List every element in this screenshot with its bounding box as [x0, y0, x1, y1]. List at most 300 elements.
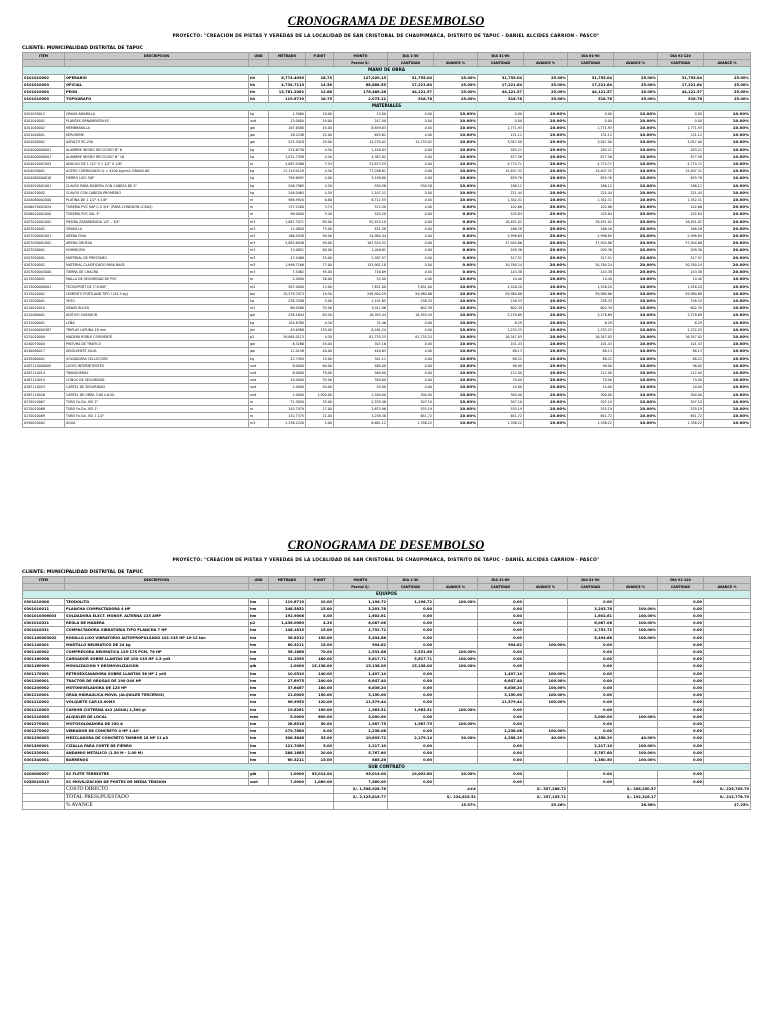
pct-m3: 10.00%	[614, 110, 658, 117]
amount: 1,046.81	[334, 247, 388, 254]
qty-m4: 1,232.25	[658, 326, 704, 333]
qty-m3: 535.19	[568, 405, 614, 412]
qty-m1: 0.00	[388, 161, 434, 168]
pct-m2: 10.00%	[524, 305, 568, 312]
amount: 904.82	[334, 641, 388, 648]
pct-m4: 20.00%	[704, 247, 751, 254]
description: ALAMBRE NEGRO RECOCIDO N° 16	[65, 153, 249, 160]
qty-m2: 0.00	[478, 605, 524, 612]
pct-m1	[434, 692, 478, 699]
unit-price: 60.00	[306, 362, 334, 369]
summary-month-3: S/. 206,250.57	[568, 785, 658, 793]
table-row	[23, 649, 751, 656]
pct-m3: 20.00%	[614, 240, 658, 247]
pct-m2: 20.00%	[524, 218, 568, 225]
table-row	[23, 269, 751, 276]
unit: hm	[249, 649, 269, 656]
table-row	[23, 341, 751, 348]
table-row	[23, 721, 751, 728]
unit-price: 5.00	[306, 742, 334, 749]
unit-price: 75.00	[306, 225, 334, 232]
amount: 716.89	[334, 269, 388, 276]
pct-m2: 10.00%	[524, 341, 568, 348]
qty-m1: 15,138.00	[388, 663, 434, 670]
header-cell: DIA 31-60	[478, 53, 524, 60]
pct-m1	[434, 778, 478, 785]
metrado: 26.2248	[269, 132, 306, 139]
header-row	[23, 584, 751, 591]
qty-m2: 0.00	[478, 620, 524, 627]
amount: 5,767.60	[334, 749, 388, 756]
description: ALAMBRE NEGRO RECOCIDO N° 8	[65, 146, 249, 153]
description: LUCES INTERMITENTES	[65, 362, 249, 369]
pct-m2: 25.00%	[524, 89, 568, 96]
pct-m3: 20.00%	[614, 218, 658, 225]
unit-price: 140.00	[306, 670, 334, 677]
qty-m2: 1,407.14	[478, 670, 524, 677]
unit-price: 50.00	[306, 384, 334, 391]
unit-price: 10.00	[306, 598, 334, 605]
pct-m3: 10.00%	[614, 391, 658, 398]
description: FIERRO LISO 5/8"	[65, 175, 249, 182]
unit: hm	[249, 677, 269, 684]
unit: und	[249, 369, 269, 376]
pct-m4: 20.00%	[704, 225, 751, 232]
item-code: 0201040001	[23, 132, 65, 139]
table-row	[23, 663, 751, 670]
table-row	[23, 656, 751, 663]
unit-price: 1,500.00	[306, 391, 334, 398]
qty-m3: 0.00	[568, 721, 614, 728]
qty-m3: 31,755.04	[568, 74, 614, 81]
amount: 1,107.21	[334, 189, 388, 196]
item-code: 0207050001	[23, 254, 65, 261]
pct-m4: 20.00%	[704, 240, 751, 247]
qty-m2: 1,526.20	[478, 283, 524, 290]
qty-m4: 238.33	[658, 297, 704, 304]
pct-m1: 10.00%	[434, 333, 478, 340]
amount: 11,579.44	[334, 699, 388, 706]
qty-m1: 0.00	[388, 384, 434, 391]
unit-price: 13.00	[306, 283, 334, 290]
header-row	[23, 60, 751, 67]
pct-m1: 10.00%	[434, 110, 478, 117]
qty-m2: 1,342.31	[478, 197, 524, 204]
item-code: 0267110015	[23, 377, 65, 384]
header-cell	[434, 53, 478, 60]
unit-price: 135.00	[306, 326, 334, 333]
unit-price: 15.00	[306, 641, 334, 648]
qty-m4: 70.00	[658, 377, 704, 384]
metrado: 288.1685	[269, 749, 306, 756]
summary-month-2: 25.26%	[478, 801, 568, 809]
item-code: 0301210003	[23, 706, 65, 713]
header-cell: DIA 1-30	[388, 577, 434, 584]
pct-m4: 10.00%	[704, 305, 751, 312]
summary-row	[23, 785, 751, 793]
qty-m1: 0.00	[388, 677, 434, 684]
unit: glb	[249, 771, 269, 778]
description: TEODOLITO	[65, 598, 249, 605]
qty-m2: 0.00	[478, 771, 524, 778]
table-row	[23, 326, 751, 333]
pct-m3	[614, 706, 658, 713]
section-label: SUB CONTRATO	[23, 764, 751, 771]
pct-m1: 100.00%	[434, 706, 478, 713]
pct-m1: 100.00%	[434, 656, 478, 663]
pct-m2: 10.00%	[524, 290, 568, 297]
table-row	[23, 706, 751, 713]
description: MATERIAL CLASIFICADO PARA BASE	[65, 261, 249, 268]
description: HORMIGON	[65, 247, 249, 254]
qty-m2: 2,238.08	[478, 728, 524, 735]
description: TUBO Fo.Ga. ISO 2"	[65, 398, 249, 405]
header-cell: MONTO	[334, 577, 388, 584]
item-code: 0201040002	[23, 125, 65, 132]
qty-m4: 0.00	[658, 663, 704, 670]
table-row	[23, 398, 751, 405]
metrado: 13.0851	[269, 247, 306, 254]
qty-m1: 0.00	[388, 168, 434, 175]
metrado: 19.6261	[269, 706, 306, 713]
pct-m4	[704, 634, 751, 641]
pct-m4: 10.00%	[704, 125, 751, 132]
unit-price: 100.00	[306, 706, 334, 713]
qty-m4: 37,504.86	[658, 240, 704, 247]
schedule-table-1	[22, 52, 751, 428]
qty-m4: 0.00	[658, 620, 704, 627]
summary-month-4: S/. 212,776.79	[658, 793, 751, 801]
qty-m1: 0.00	[388, 254, 434, 261]
unit-price: 5.40	[306, 211, 334, 218]
qty-m1: 0.00	[388, 778, 434, 785]
pct-m4: 10.00%	[704, 290, 751, 297]
table-row	[23, 290, 751, 297]
qty-m2: 0.00	[478, 598, 524, 605]
qty-m1: 0.00	[388, 605, 434, 612]
metrado: 132.7375	[269, 413, 306, 420]
qty-m4: 0.00	[658, 677, 704, 684]
metrado: 1.5060	[269, 110, 306, 117]
unit-price: 15.00	[306, 605, 334, 612]
qty-m2: 3,150.00	[478, 692, 524, 699]
unit: hm	[249, 598, 269, 605]
pct-m2: 10.00%	[524, 333, 568, 340]
table-row	[23, 125, 751, 132]
pct-m2: 10.00%	[524, 139, 568, 146]
description: CAMION CISTERNA 4x2 (AGUA) 1,500 gl	[65, 706, 249, 713]
description: SOLDADORA ELECT. MONOF. ALTERNA 225 AMP	[65, 613, 249, 620]
qty-m2: 1,771.93	[478, 125, 524, 132]
schedule-table-2	[22, 576, 751, 810]
description: SC FLETE TERRESTRE	[65, 771, 249, 778]
unit: hm	[249, 728, 269, 735]
qty-m1: 0.00	[388, 627, 434, 634]
sheet-title: CRONOGRAMA DE DESEMBOLSO	[287, 14, 485, 28]
qty-m2: 283.21	[478, 146, 524, 153]
qty-m1: 0.00	[388, 240, 434, 247]
description: GRUA HIDRAULICA MOVIL (ALQUILER TERCEROS)	[65, 692, 249, 699]
qty-m4: 877.56	[658, 153, 704, 160]
pct-m2: 10.00%	[524, 355, 568, 362]
qty-m4: 44,121.57	[658, 89, 704, 96]
unit-price: 4.50	[306, 189, 334, 196]
description: MATERIAL DE PRESTAMO	[65, 254, 249, 261]
qty-m1: 59,980.86	[388, 290, 434, 297]
qty-m1: 0.00	[388, 620, 434, 627]
pct-m3: 20.00%	[614, 211, 658, 218]
qty-m1: 81,735.25	[388, 333, 434, 340]
unit: hh	[249, 89, 269, 96]
pct-m2	[524, 778, 568, 785]
table-row	[23, 225, 751, 232]
amount: 1,500.00	[334, 391, 388, 398]
qty-m4: 0.00	[658, 692, 704, 699]
item-code: 0301170001	[23, 670, 65, 677]
table-row	[23, 757, 751, 764]
qty-m2: 602.39	[478, 305, 524, 312]
description: ARENA FINA	[65, 233, 249, 240]
pct-m1: 10.00%	[434, 362, 478, 369]
qty-m2: 143.38	[478, 269, 524, 276]
amount: 2,675.96	[334, 405, 388, 412]
qty-m2: 18,491.02	[478, 218, 524, 225]
pct-m4	[704, 663, 751, 670]
pct-m4: 10.00%	[704, 362, 751, 369]
unit: hm	[249, 699, 269, 706]
description: TRANQUERAS	[65, 369, 249, 376]
unit: m	[249, 405, 269, 412]
metrado: 36.1668	[269, 649, 306, 656]
qty-m3: 16,347.05	[568, 333, 614, 340]
qty-m3: 3,000.00	[568, 713, 614, 720]
amount: 560.00	[334, 369, 388, 376]
pct-m2	[524, 721, 568, 728]
section-row	[23, 591, 751, 598]
summary-spacer	[23, 793, 65, 801]
pct-m3: 10.00%	[614, 189, 658, 196]
qty-m2: 0.00	[478, 649, 524, 656]
qty-m3: 105.84	[568, 211, 614, 218]
amount: 1,196.72	[334, 598, 388, 605]
qty-m4: 6.29	[658, 319, 704, 326]
item-code: 0270010067	[23, 398, 65, 405]
pct-m3: 100.00%	[614, 713, 658, 720]
pct-m3	[614, 771, 658, 778]
unit: hm	[249, 605, 269, 612]
pct-m2	[524, 663, 568, 670]
qty-m1: 0.00	[388, 211, 434, 218]
table-row	[23, 139, 751, 146]
metrado: 137.2500	[269, 204, 306, 211]
pct-m4: 10.00%	[704, 333, 751, 340]
unit-price: 26.00	[306, 276, 334, 283]
metrado: 15,379.7073	[269, 290, 306, 297]
unit: und	[249, 384, 269, 391]
qty-m3: 4,774.71	[568, 161, 614, 168]
qty-m2: 0.00	[478, 656, 524, 663]
unit: kg	[249, 182, 269, 189]
pct-m3: 10.00%	[614, 348, 658, 355]
qty-m2: 59,980.86	[478, 290, 524, 297]
pct-m2: 10.00%	[524, 297, 568, 304]
qty-m4: 0.00	[658, 699, 704, 706]
metrado: 1.0000	[269, 663, 306, 670]
table-row	[23, 240, 751, 247]
item-code: 0301160008	[23, 656, 65, 663]
qty-m3: 6.29	[568, 319, 614, 326]
unit: m3	[249, 218, 269, 225]
qty-m4: 507.10	[658, 398, 704, 405]
qty-m1: 5,617.71	[388, 656, 434, 663]
pct-m1: 10.00%	[434, 348, 478, 355]
amount: 77,036.61	[334, 168, 388, 175]
qty-m3: 1,232.25	[568, 326, 614, 333]
pct-m4: 10.00%	[704, 153, 751, 160]
unit-price: 35.00	[306, 735, 334, 742]
item-code: 0200000007	[23, 771, 65, 778]
pct-m3: 10.00%	[614, 153, 658, 160]
qty-m3: 1,336.22	[568, 420, 614, 427]
pct-m1	[434, 713, 478, 720]
qty-m1: 0.00	[388, 204, 434, 211]
unit: hm	[249, 692, 269, 699]
amount: 7,631.00	[334, 283, 388, 290]
pct-m2: 10.00%	[524, 175, 568, 182]
qty-m1: 0.00	[388, 692, 434, 699]
metrado: 36.6312	[269, 634, 306, 641]
pct-m4: 25.00%	[704, 74, 751, 81]
table-row	[23, 778, 751, 785]
pct-m3: 100.00%	[614, 634, 658, 641]
unit: und	[249, 391, 269, 398]
header-cell: DESCRIPCION	[65, 577, 249, 584]
item-code: 0207050002	[23, 261, 65, 268]
pct-m1	[434, 613, 478, 620]
qty-m4: 16,347.05	[658, 333, 704, 340]
pct-m3: 20.00%	[614, 261, 658, 268]
unit-price: 4.25	[306, 620, 334, 627]
amount: 440.63	[334, 348, 388, 355]
amount: 3,203.78	[334, 605, 388, 612]
description: ASFALTO RC-250	[65, 139, 249, 146]
item-code: 0301210002	[23, 699, 65, 706]
qty-m1: 0.00	[388, 634, 434, 641]
header-cell	[23, 60, 65, 67]
unit: hm	[249, 735, 269, 742]
metrado: 1,436.0060	[269, 620, 306, 627]
pct-m4: 10.00%	[704, 168, 751, 175]
qty-m3: 602.39	[568, 305, 614, 312]
unit: kg	[249, 168, 269, 175]
table-row	[23, 218, 751, 225]
qty-m4: 2,996.89	[658, 233, 704, 240]
header-cell: Parcial S/.	[334, 60, 388, 67]
table-row	[23, 319, 751, 326]
qty-m1: 19,002.80	[388, 771, 434, 778]
qty-m4: 143.38	[658, 269, 704, 276]
qty-m3: 1,602.61	[568, 613, 614, 620]
metrado: 8.3266	[269, 341, 306, 348]
pct-m1: 10.00%	[434, 290, 478, 297]
qty-m3: 517.51	[568, 254, 614, 261]
pct-m2	[524, 634, 568, 641]
pct-m3: 40.00%	[614, 735, 658, 742]
pct-m4: 10.00%	[704, 355, 751, 362]
description: LEÑA	[65, 319, 249, 326]
qty-m3: 0.00	[568, 670, 614, 677]
project-line: PROYECTO: "CREACION DE PISTAS Y VEREDAS DE LA LOCALIDAD DE SAN CRISTOBAL DE CHAUPIMARCA, DISTRITO DE TAPUC - DANIEL ALCIDES CARRION - PASCO"	[172, 34, 600, 39]
pct-m1: 10.00%	[434, 355, 478, 362]
metrado: 121.7089	[269, 742, 306, 749]
metrado: 86.0560	[269, 305, 306, 312]
unit-price: 95.00	[306, 269, 334, 276]
item-code: 0267110000005	[23, 362, 65, 369]
pct-m2: 20.00%	[524, 240, 568, 247]
metrado: 2,083.6036	[269, 240, 306, 247]
unit-price: 4.00	[306, 175, 334, 182]
qty-m2: 0.00	[478, 757, 524, 764]
amount: 885.26	[334, 757, 388, 764]
unit-price: 4.50	[306, 182, 334, 189]
table-row	[23, 74, 751, 81]
pct-m2: 10.00%	[524, 369, 568, 376]
pct-m1: 0.00%	[434, 254, 478, 261]
qty-m2: 68.22	[478, 355, 524, 362]
description: TUBO Fo.Ga. ISO 1"	[65, 405, 249, 412]
qty-m1: 1,196.72	[388, 598, 434, 605]
pct-m3	[614, 670, 658, 677]
unit-price: 15.00	[306, 627, 334, 634]
header-cell: AVANCE %	[704, 60, 751, 67]
table-row	[23, 312, 751, 319]
metrado: 1,998.7166	[269, 261, 306, 268]
pct-m4: 20.00%	[704, 261, 751, 268]
pct-m2: 10.00%	[524, 384, 568, 391]
pct-m1	[434, 742, 478, 749]
qty-m1: 0.00	[388, 728, 434, 735]
header-cell: CANTIDAD	[388, 584, 434, 591]
item-code: 0201050001	[23, 139, 65, 146]
summary-month-1: ###	[388, 785, 478, 793]
qty-m3: 1,526.20	[568, 283, 614, 290]
pct-m4	[704, 656, 751, 663]
qty-m1: 0.00	[388, 362, 434, 369]
item-code: 0231000000387	[23, 326, 65, 333]
item-code: 0204000000001	[23, 146, 65, 153]
qty-m3: 6,087.06	[568, 620, 614, 627]
table-row	[23, 254, 751, 261]
qty-m3: 209.36	[568, 247, 614, 254]
pct-m4	[704, 728, 751, 735]
header-cell	[269, 584, 306, 591]
client-line: CLIENTE: MUNICIPALIDAD DISTRITAL DE TAPUC	[22, 570, 143, 575]
qty-m4: 535.19	[658, 405, 704, 412]
table-row	[23, 413, 751, 420]
pct-m2: 10.00%	[524, 182, 568, 189]
pct-m3: 10.00%	[614, 175, 658, 182]
pct-m4	[704, 613, 751, 620]
pct-m1: 10.00%	[434, 175, 478, 182]
pct-m1: 25.00%	[434, 74, 478, 81]
pct-m1: 10.00%	[434, 312, 478, 319]
header-cell: DESCRIPCION	[65, 53, 249, 60]
item-code: 0207030001	[23, 247, 65, 254]
unit: m	[249, 413, 269, 420]
pct-m2: 10.00%	[524, 168, 568, 175]
pct-m3: 100.00%	[614, 613, 658, 620]
pct-m2: 10.00%	[524, 405, 568, 412]
